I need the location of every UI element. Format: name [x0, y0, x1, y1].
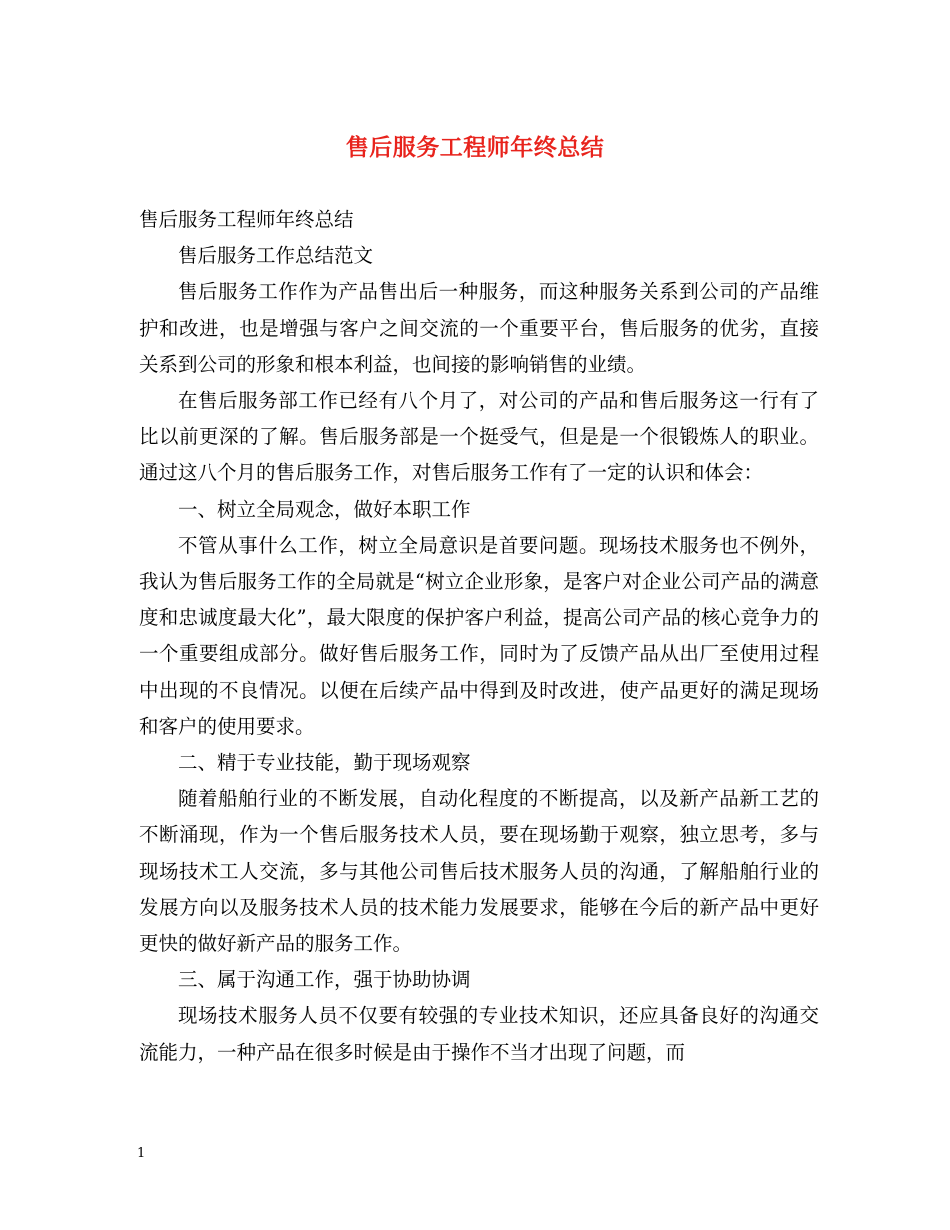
paragraph: 售后服务工作作为产品售出后一种服务，而这种服务关系到公司的产品维护和改进，也是增强与客户之间交流的一个重要平台，售后服务的优劣，直接关系到公司的形象和根本利益，也间接的影响销售的业绩。: [139, 280, 819, 376]
paragraph-subtitle: 售后服务工作总结范文: [178, 244, 374, 268]
paragraph: 不管从事什么工作，树立全局意识是首要问题。现场技术服务也不例外，我认为售后服务工作的全局就是“树立企业形象，是客户对企业公司产品的满意度和忠诚度最大化”，最大限度的保护客户利益，提高公司产品的核心竞争力的一个重要组成部分。做好售后服务工作，同时为了反馈产品从出厂至使用过程中出现的不良情况。以便在后续产品中得到及时改进，使产品更好的满足现场和客户的使用要求。: [139, 533, 819, 738]
section-heading: 二、精于专业技能，勤于现场观察: [178, 751, 471, 775]
paragraph-heading: 售后服务工程师年终总结: [139, 208, 354, 231]
page-number: 1: [137, 1146, 146, 1161]
paragraph: 随着船舶行业的不断发展，自动化程度的不断提高，以及新产品新工艺的不断涌现，作为一个售后服务技术人员，要在现场勤于观察，独立思考，多与现场技术工人交流，多与其他公司售后技术服务人员的沟通，了解船舶行业的发展方向以及服务技术人员的技术能力发展要求，能够在今后的新产品中更好更快的做好新产品的服务工作。: [139, 787, 819, 956]
document-body: [139, 202, 819, 1071]
section-heading: 一、树立全局观念，做好本职工作: [178, 497, 471, 521]
paragraph: 现场技术服务人员不仅要有较强的专业技术知识，还应具备良好的沟通交流能力，一种产品在很多时候是由于操作不当才出现了问题，而: [139, 1004, 819, 1064]
document-title: 售后服务工程师年终总结: [345, 134, 605, 161]
section-heading: 三、属于沟通工作，强于协助协调: [178, 968, 471, 992]
paragraph: 在售后服务部工作已经有八个月了，对公司的产品和售后服务这一行有了比以前更深的了解。售后服务部是一个挺受气，但是是一个很锻炼人的职业。通过这八个月的售后服务工作，对售后服务工作有了一定的认识和体会：: [139, 389, 819, 485]
